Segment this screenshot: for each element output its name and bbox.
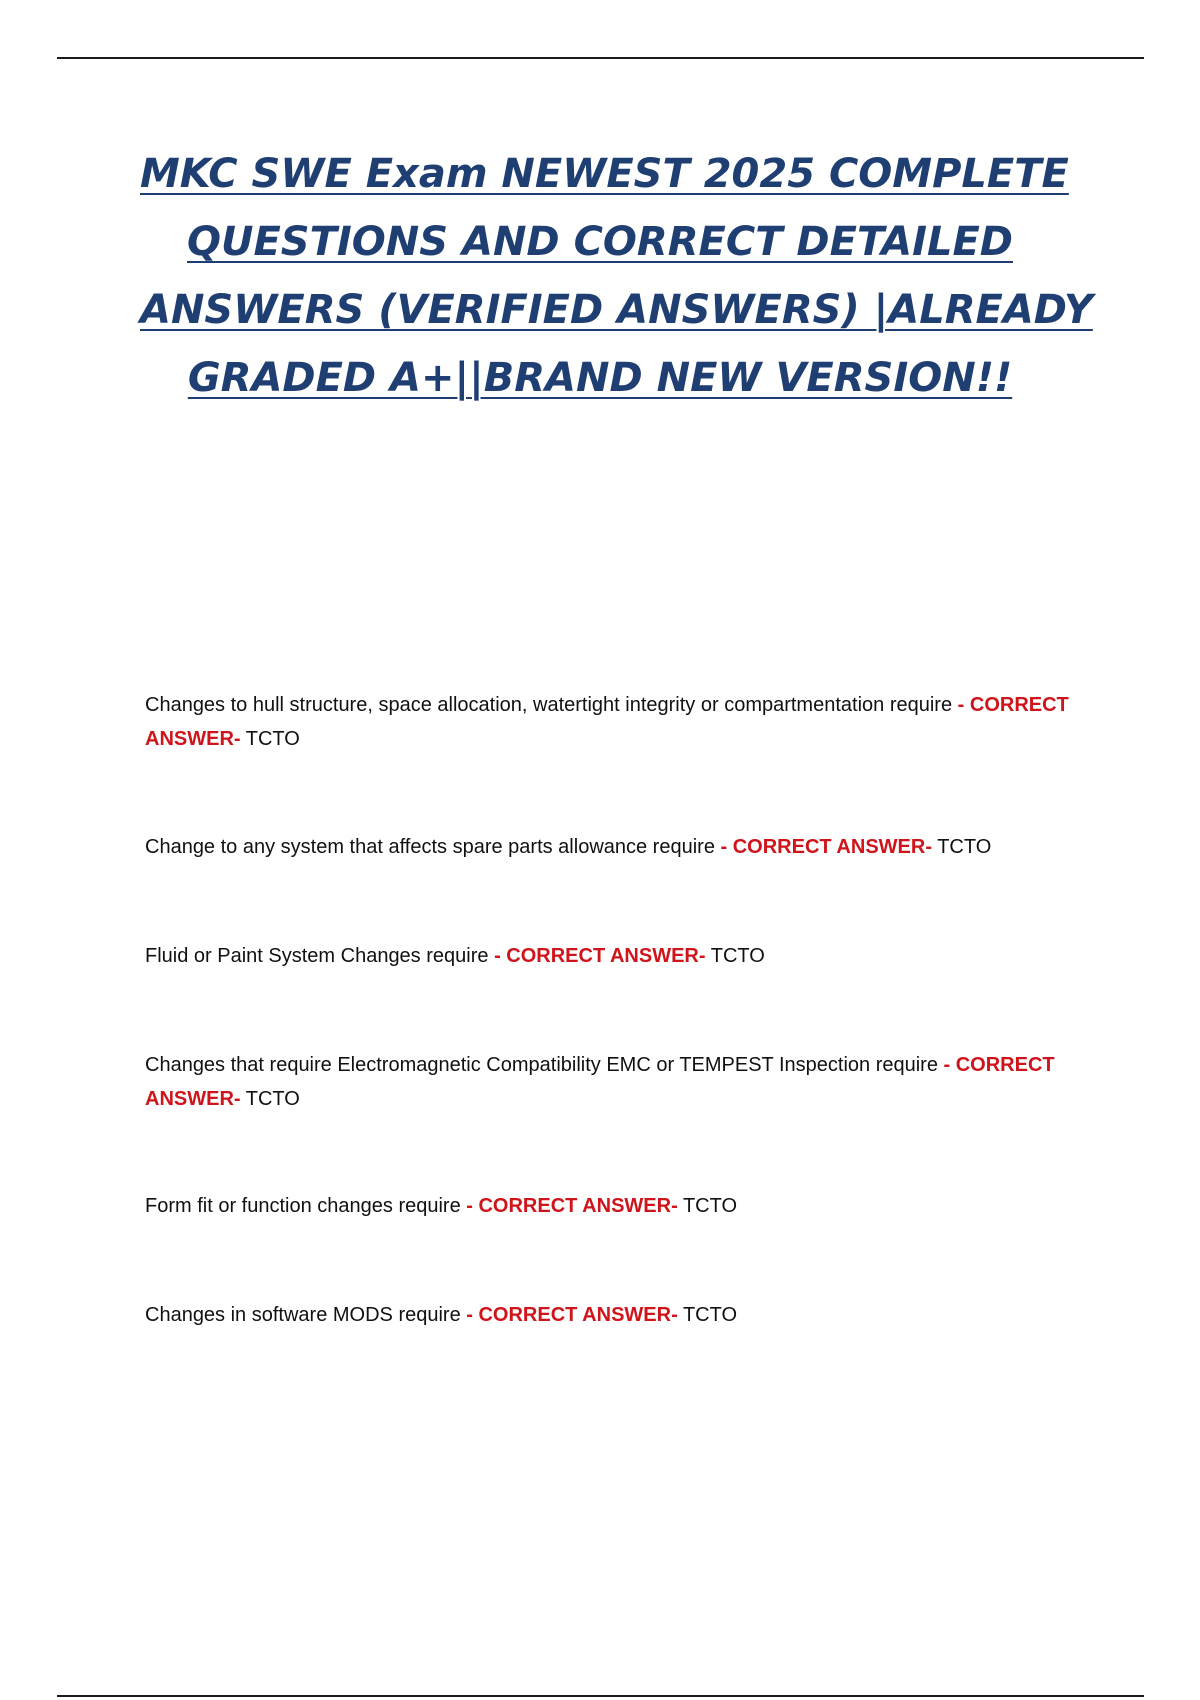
qa-item bbox=[145, 830, 1085, 864]
title-line bbox=[140, 276, 1093, 344]
qa-item bbox=[145, 1048, 1085, 1116]
question-text: Change to any system that affects spare parts allowance require bbox=[145, 836, 715, 858]
title-line bbox=[140, 344, 1060, 412]
question-text: Changes that require Electromagnetic Compatibility EMC or TEMPEST Inspection require bbox=[145, 1054, 938, 1076]
correct-answer-marker: - CORRECT ANSWER- bbox=[466, 1195, 678, 1217]
answer-text: TCTO bbox=[937, 836, 992, 858]
title-line-text: GRADED A+||BRAND NEW VERSION!! bbox=[187, 355, 1013, 401]
question-text: Form fit or function changes require bbox=[145, 1195, 461, 1217]
answer-text: TCTO bbox=[682, 1195, 738, 1217]
correct-answer-marker: - CORRECT ANSWER- bbox=[494, 945, 706, 967]
question-text: Changes in software MODS require bbox=[145, 1304, 461, 1326]
correct-answer-marker: - CORRECT ANSWER- bbox=[145, 1054, 1055, 1110]
answer-text: TCTO bbox=[710, 945, 765, 967]
title-line-text: ANSWERS (VERIFIED ANSWERS) |ALREADY bbox=[140, 287, 1093, 333]
correct-answer-marker: - CORRECT ANSWER- bbox=[720, 836, 932, 858]
answer-text: TCTO bbox=[682, 1304, 738, 1326]
document-title bbox=[140, 140, 1093, 412]
qa-item bbox=[145, 1189, 1085, 1223]
title-line-text: MKC SWE Exam NEWEST 2025 COMPLETE bbox=[140, 151, 1069, 197]
qa-item bbox=[145, 1298, 1085, 1332]
title-line-text: QUESTIONS AND CORRECT DETAILED bbox=[187, 219, 1013, 265]
title-line bbox=[140, 208, 1060, 276]
bottom-rule bbox=[57, 1695, 1144, 1697]
title-line bbox=[140, 140, 1069, 208]
top-rule bbox=[57, 57, 1144, 59]
correct-answer-marker: - CORRECT ANSWER- bbox=[466, 1304, 678, 1326]
qa-item bbox=[145, 939, 1085, 973]
question-text: Changes to hull structure, space allocation, watertight integrity or compartmentation require bbox=[145, 694, 953, 716]
question-text: Fluid or Paint System Changes require bbox=[145, 945, 489, 967]
answer-text: TCTO bbox=[245, 728, 300, 750]
correct-answer-marker: - CORRECT ANSWER- bbox=[145, 694, 1069, 750]
answer-text: TCTO bbox=[245, 1088, 300, 1110]
qa-item bbox=[145, 688, 1085, 756]
